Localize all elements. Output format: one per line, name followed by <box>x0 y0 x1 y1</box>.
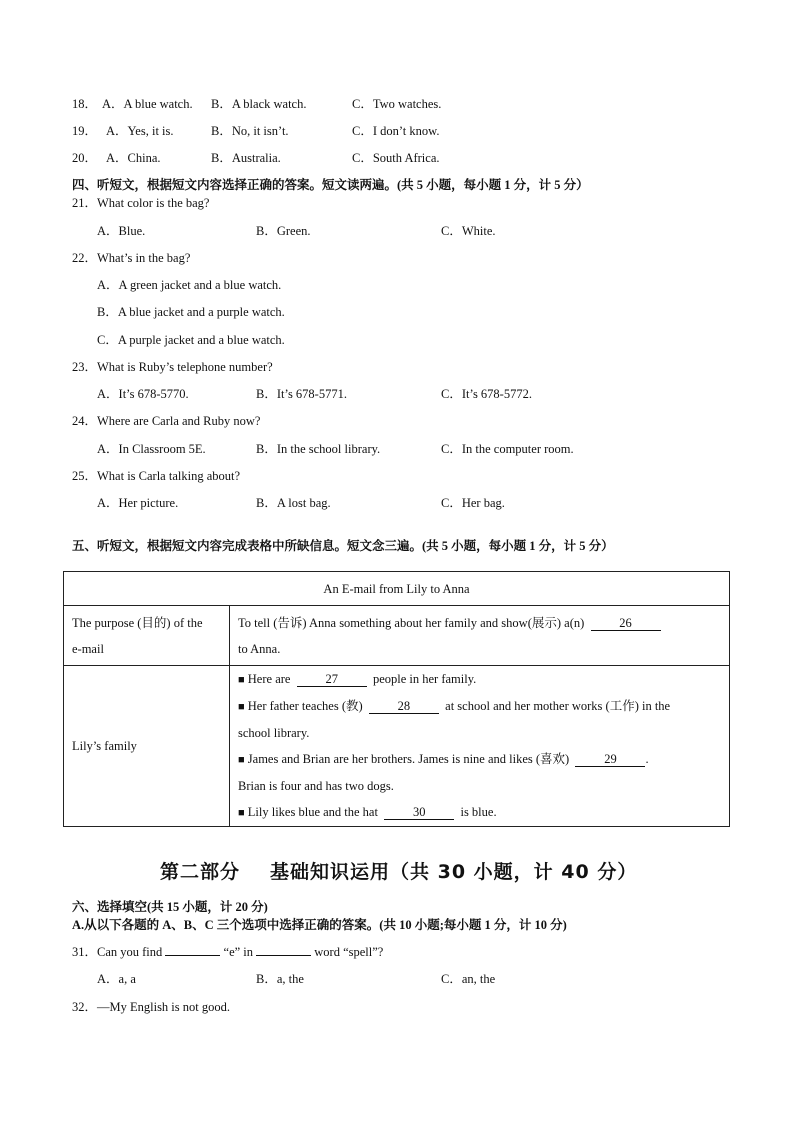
q23-option-c: C．It’s 678-5772. <box>441 387 532 401</box>
q22-stem: 22．What’s in the bag? <box>72 251 191 265</box>
family-text-2c: school library. <box>238 726 310 740</box>
q31-option-c: C．an, the <box>441 972 496 986</box>
family-text-3b: . <box>645 752 649 766</box>
table-caption: An E-mail from Lily to Anna <box>64 572 730 606</box>
q21-stem: 21．What color is the bag? <box>72 196 210 210</box>
blank-27[interactable]: 27 <box>297 672 367 687</box>
purpose-content-cell <box>230 606 730 666</box>
purpose-text-2: to Anna. <box>238 641 281 656</box>
section-6a-heading: A.从以下各题的 A、B、C 三个选项中选择正确的答案。(共 10 小题;每小题 1 分，计 10 分) <box>72 918 567 932</box>
q24-option-a: A．In Classroom 5E. <box>97 442 206 456</box>
q25-stem: 25．What is Carla talking about? <box>72 469 241 483</box>
blank-30[interactable]: 30 <box>384 805 454 820</box>
family-text-1: Here are <box>247 672 291 686</box>
q23-stem: 23．What is Ruby’s telephone number? <box>72 360 273 374</box>
q24-stem: 24．Where are Carla and Ruby now? <box>72 414 261 428</box>
q32-stem: 32．—My English is not good. <box>72 1000 230 1014</box>
family-text-2: Her father teaches (教) <box>247 699 363 713</box>
family-text-2b: at school and her mother works (工作) in the <box>445 699 671 713</box>
family-text-1b: people in her family. <box>372 672 477 686</box>
q19-option-a: A．Yes, it is. <box>106 124 174 138</box>
q22-option-c: C．A purple jacket and a blue watch. <box>97 333 285 347</box>
q31-option-b: B．a, the <box>256 972 304 986</box>
q19-option-c: C．I don’t know. <box>352 124 440 138</box>
part-2-title: 基础知识运用（共 30 小题，计 40 分） <box>270 861 638 883</box>
q25-option-c: C．Her bag. <box>441 496 505 510</box>
section-6-heading: 六、选择填空(共 15 小题，计 20 分) <box>72 900 268 914</box>
q22-option-b: B．A blue jacket and a purple watch. <box>97 305 285 319</box>
q20-number: 20． <box>72 151 98 165</box>
family-text-3: James and Brian are her brothers. James is nine and likes (喜欢) <box>247 752 570 766</box>
q22-option-a: A．A green jacket and a blue watch. <box>97 278 282 292</box>
q31-blank-2[interactable] <box>256 955 311 956</box>
q24-option-b: B．In the school library. <box>256 442 381 456</box>
q19-number: 19． <box>72 124 98 138</box>
bullet-square-icon: ■ <box>238 754 245 766</box>
q18-option-c: C．Two watches. <box>352 97 442 111</box>
section-5-heading: 五、听短文，根据短文内容完成表格中所缺信息。短文念三遍。(共 5 小题，每小题 1 分，计 5 分） <box>72 539 614 553</box>
section-4-heading: 四、听短文，根据短文内容选择正确的答案。短文读两遍。(共 5 小题，每小题 1 分，计 5 分） <box>72 178 589 192</box>
part-2-label: 第二部分 <box>160 861 241 883</box>
bullet-square-icon: ■ <box>238 701 245 713</box>
q31-blank-1[interactable] <box>165 955 220 956</box>
q21-option-c: C．White. <box>441 224 496 238</box>
bullet-square-icon: ■ <box>238 674 245 686</box>
blank-28[interactable]: 28 <box>369 699 439 714</box>
q31-text-3: word “spell”? <box>314 945 384 959</box>
family-label-cell: Lily’s family <box>64 666 230 827</box>
q23-option-a: A．It’s 678-5770. <box>97 387 189 401</box>
email-info-table <box>63 571 730 827</box>
bullet-square-icon: ■ <box>238 807 245 819</box>
blank-26[interactable]: 26 <box>591 616 661 631</box>
q18-number: 18． <box>72 97 98 111</box>
purpose-label-cell <box>64 606 230 666</box>
family-text-4: Lily likes blue and the hat <box>247 805 378 819</box>
q31-stem <box>72 944 383 960</box>
q21-option-a: A．Blue. <box>97 224 146 238</box>
q21-option-b: B．Green. <box>256 224 311 238</box>
q20-option-a: A．China. <box>106 151 161 165</box>
purpose-text-1: To tell (告诉) Anna something about her family and show(展示) a(n) <box>238 615 585 630</box>
blank-29[interactable]: 29 <box>575 752 645 767</box>
q23-option-b: B．It’s 678-5771. <box>256 387 347 401</box>
q31-text-2: “e” in <box>223 945 254 959</box>
q31-text-1: 31．Can you find <box>72 945 163 959</box>
purpose-label-line2: e-mail <box>72 641 104 656</box>
q25-option-a: A．Her picture. <box>97 496 179 510</box>
q20-option-c: C．South Africa. <box>352 151 440 165</box>
q18-option-a: A．A blue watch. <box>102 97 193 111</box>
purpose-label-line1: The purpose (目的) of the <box>72 615 203 630</box>
family-text-4b: is blue. <box>460 805 497 819</box>
q24-option-c: C．In the computer room. <box>441 442 574 456</box>
q25-option-b: B．A lost bag. <box>256 496 331 510</box>
q19-option-b: B．No, it isn’t. <box>211 124 289 138</box>
q31-option-a: A．a, a <box>97 972 136 986</box>
q18-option-b: B．A black watch. <box>211 97 307 111</box>
q20-option-b: B．Australia. <box>211 151 281 165</box>
family-text-3c: Brian is four and has two dogs. <box>238 779 394 793</box>
family-content-cell <box>230 666 730 827</box>
